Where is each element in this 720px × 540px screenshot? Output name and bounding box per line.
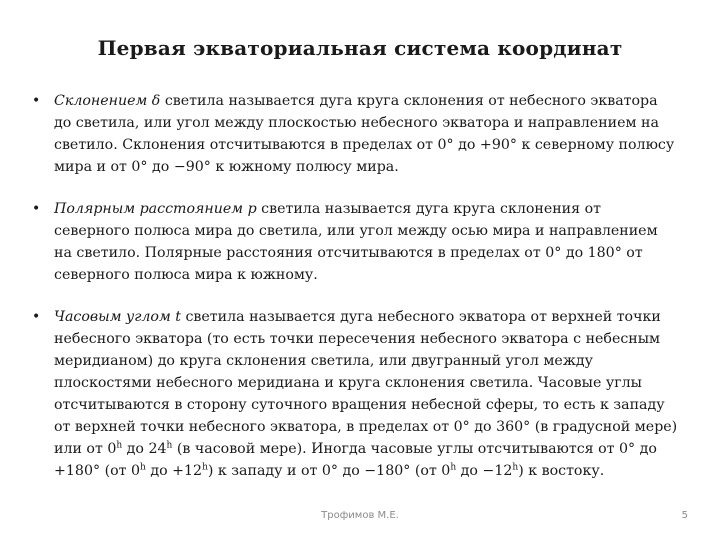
bullet-list [30, 90, 678, 502]
hour-superscript: h [116, 440, 123, 451]
hour-angle-text-7: ) к востоку. [518, 463, 605, 479]
term-hour-angle: Часовым углом t [54, 309, 181, 325]
bullet-marker: • [32, 309, 41, 325]
term-polar-distance: Полярным расстоянием р [54, 201, 257, 217]
hour-angle-text-5: ) к западу и от 0° до −180° (от 0 [207, 463, 451, 479]
hour-superscript: h [512, 462, 519, 473]
hour-superscript: h [450, 462, 457, 473]
slide-title: Первая экваториальная система координат [97, 36, 623, 60]
declination-definition: светила называется дуга круга склонения от небесного экватора до светила, или угол между плоскостью небесного экватора и направлением на светило. Склонения отсчитываются в пределах от 0° до +90° к северному полюсу мира и от 0° до −90° к южному полюсу мира. [54, 93, 675, 175]
hour-superscript: h [166, 440, 173, 451]
hour-angle-text-6: до −12 [456, 463, 513, 479]
bullet-marker: • [32, 201, 41, 217]
bullet-hour-angle [30, 306, 678, 482]
page-number: 5 [681, 510, 688, 521]
bullet-declination [30, 90, 678, 178]
bullet-polar-distance [30, 198, 678, 286]
hour-superscript: h [202, 462, 208, 473]
polar-distance-definition: светила называется дуга круга склонения от северного полюса мира до светила, или угол между осью мира и направлением на светило. Полярные расстояния отсчитываются в пределах от 0° до 180° от северного полюса мира к южному. [54, 201, 658, 283]
term-declination: Склонением δ [54, 93, 161, 109]
hour-superscript: h [140, 462, 146, 473]
hour-angle-text-3: (в часовой мере). Иногда часовые углы отсчитываются от 0° до +180° (от 0 [54, 441, 657, 479]
footer-author: Трофимов М.Е. [321, 510, 399, 521]
bullet-marker: • [32, 93, 41, 109]
hour-angle-text-4: до +12 [145, 463, 203, 479]
hour-angle-text-2: до 24 [122, 441, 167, 457]
hour-angle-text-1: светила называется дуга небесного экватора от верхней точки небесного экватора (то есть точки пересечения небесного экватора с небесным меридианом) до круга склонения светила, или двугранный угол между плоскостями небесного меридиана и круга склонения светила. Часовые углы отсчитываются в сторону суточного вращения небесной сферы, то есть к западу от верхней точки небесного экватора, в пределах от 0° до 360° (в градусной мере) или от 0 [54, 309, 678, 457]
